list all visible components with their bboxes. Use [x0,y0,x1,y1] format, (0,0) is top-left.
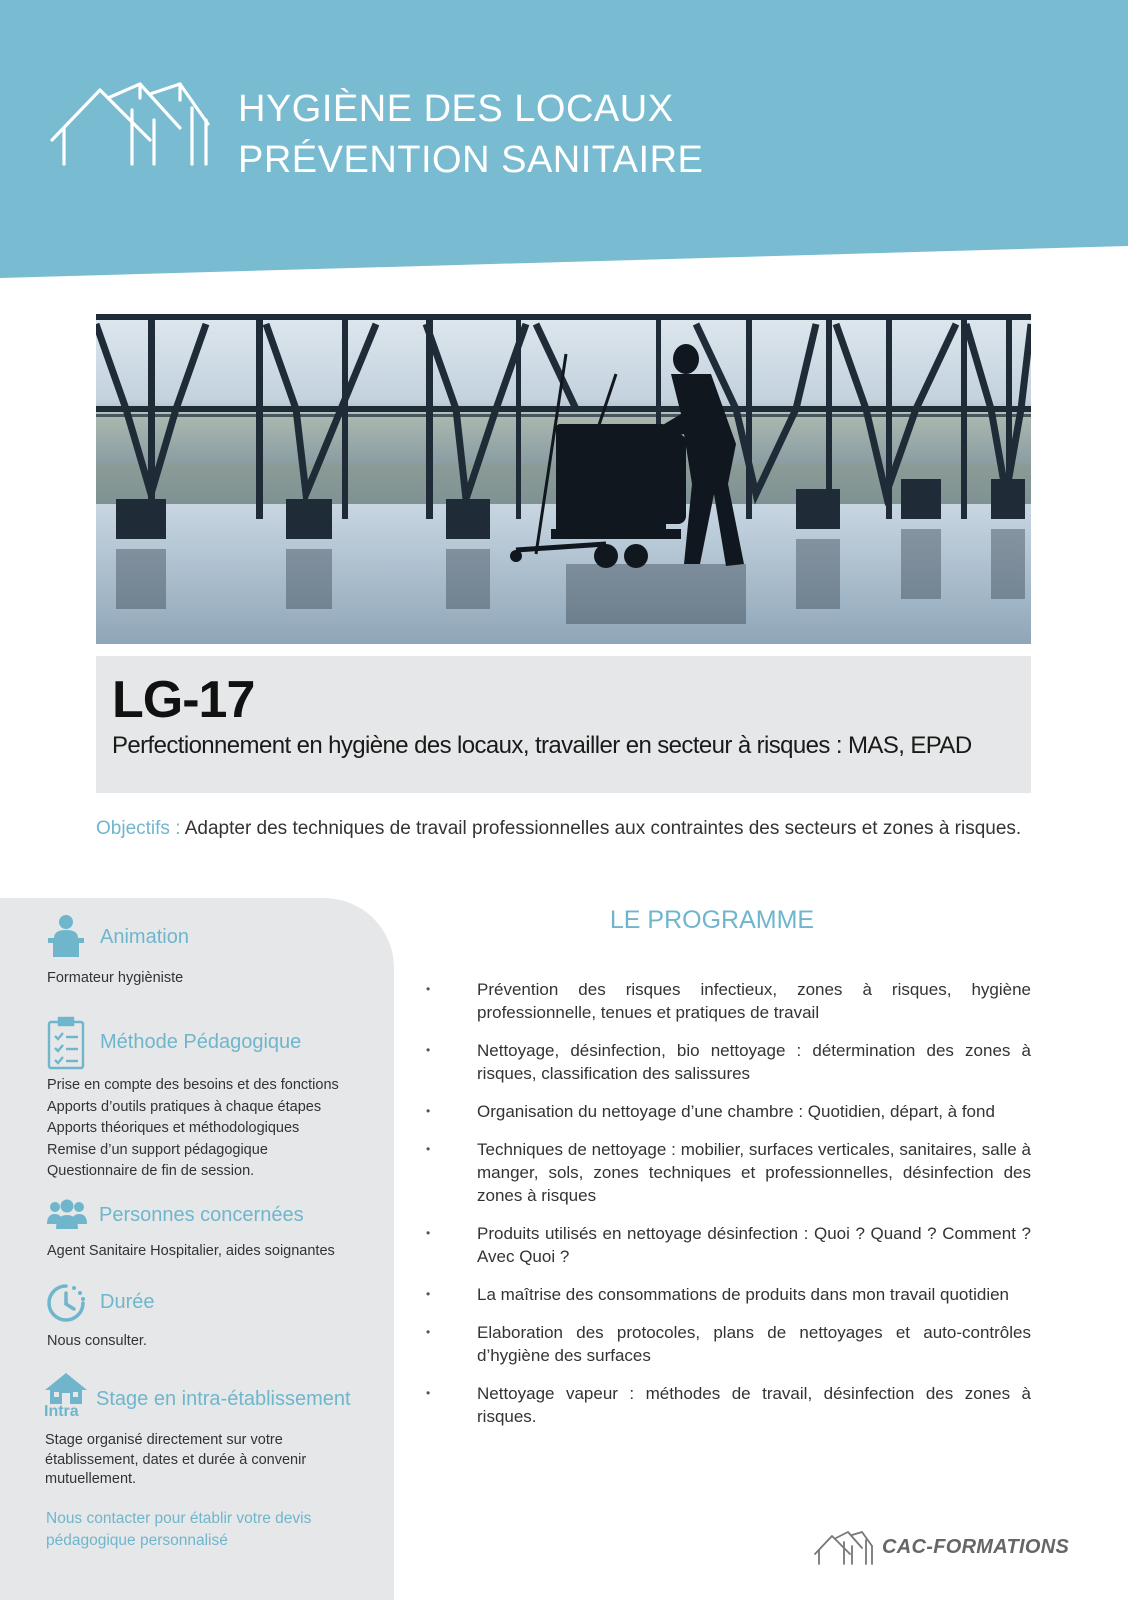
methode-line: Remise d’un support pédagogique [47,1141,268,1158]
programme-item: • Techniques de nettoyage : mobilier, surfaces verticales, sanitaires, salle à manger, sols, zones techniques et professionnelles, désinfection des zones à risques [420,1138,1031,1207]
methode-line: Prise en compte des besoins et des fonctions [47,1077,339,1093]
programme-item: • Prévention des risques infectieux, zones à risques, hygiène professionnelle, tenues et pratiques de travail [420,978,1031,1024]
clipboard-checklist-icon [46,1016,86,1070]
course-header-box [96,656,1031,793]
footer-house-logo-icon [814,1530,876,1566]
cleaning-photo [96,314,1031,644]
people-group-icon [46,1198,88,1230]
stage-text: Stage organisé directement sur votre établissement, dates et durée à convenir mutuellement. [45,1432,307,1487]
methode-line: Apports d’outils pratiques à chaque étapes [47,1098,322,1115]
duree-title: Durée [100,1291,155,1313]
stage-title: Stage en intra-établissement [96,1388,351,1410]
programme-title: LE PROGRAMME [609,906,815,934]
programme-item: • Organisation du nettoyage d’une chambre : Quotidien, départ, à fond [420,1100,1031,1123]
house-logo-icon [50,80,218,170]
programme-item: • La maîtrise des consommations de produits dans mon travail quotidien [420,1283,1031,1306]
clock-icon [46,1283,86,1323]
cleaning-photo-illustration [96,314,1031,644]
objectives-label: Objectifs : [96,818,181,839]
header-title [238,84,703,186]
personnes-title: Personnes concernées [99,1204,304,1226]
methode-line: Questionnaire de fin de session. [47,1163,255,1179]
footer-brand: CAC-FORMATIONS [882,1536,1070,1558]
course-subtitle: Perfectionnement en hygiène des locaux, travailler en secteur à risques : MAS, EPAD [112,732,972,759]
methode-title: Méthode Pédagogique [100,1031,302,1053]
duree-text: Nous consulter. [47,1333,147,1349]
objectives-text: Adapter des techniques de travail professionnelles aux contraintes des secteurs et zones à risques. [184,818,1022,839]
building-home-icon [44,1372,88,1404]
programme-item: • Elaboration des protocoles, plans de nettoyages et auto-contrôles d’hygiène des surfaces [420,1321,1031,1367]
contact-link[interactable]: Nous contacter pour établir votre devis pédagogique personnalisé [46,1510,312,1549]
intra-icon-label: Intra [44,1403,79,1420]
programme-item: • Produits utilisés en nettoyage désinfection : Quoi ? Quand ? Comment ? Avec Quoi ? [420,1222,1031,1268]
programme-list [420,978,1031,1428]
methode-line: Apports théoriques et méthodologiques [47,1120,300,1136]
animation-text: Formateur hygièniste [47,970,184,986]
trainer-icon [46,914,86,958]
programme-item: • Nettoyage vapeur : méthodes de travail, désinfection des zones à risques. [420,1382,1031,1428]
personnes-text: Agent Sanitaire Hospitalier, aides soignantes [47,1243,335,1259]
animation-title: Animation [100,926,189,948]
course-code: LG-17 [112,671,255,729]
header-title-line-1: HYGIÈNE DES LOCAUX [238,88,674,130]
objectives [96,815,1031,842]
programme-item: • Nettoyage, désinfection, bio nettoyage : détermination des zones à risques, classification des salissures [420,1039,1031,1085]
header-title-line-2: PRÉVENTION SANITAIRE [238,139,704,181]
methode-lines [47,1075,339,1183]
